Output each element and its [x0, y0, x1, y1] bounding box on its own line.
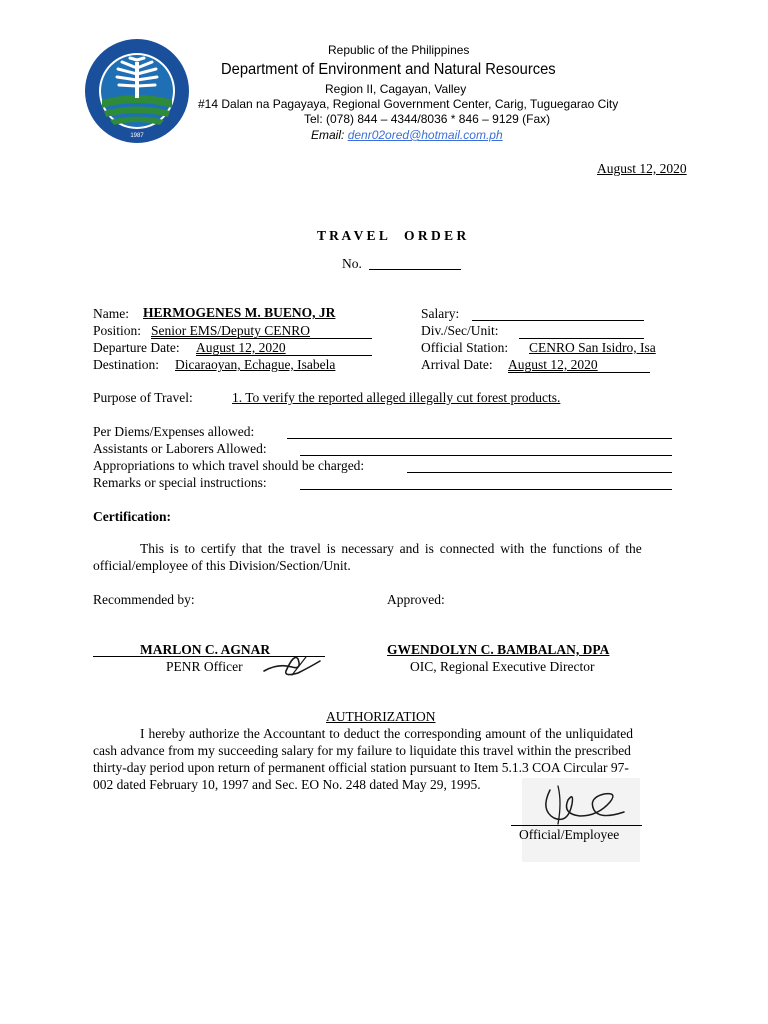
department-name: Department of Environment and Natural Resources	[221, 61, 556, 78]
appropriations-line	[407, 472, 672, 473]
division-line	[519, 338, 644, 339]
certification-line-2: official/employee of this Division/Section/Unit.	[93, 558, 351, 573]
arrival-label: Arrival Date:	[421, 357, 493, 372]
position-line	[151, 338, 372, 339]
denr-seal-logo	[84, 38, 190, 144]
departure-value: August 12, 2020	[196, 340, 286, 355]
name-value: HERMOGENES M. BUENO, JR	[143, 305, 336, 320]
document-title: T R A V E L O R D E R	[317, 228, 467, 243]
station-value: CENRO San Isidro, Isa	[529, 340, 656, 355]
authorization-line-1: I hereby authorize the Accountant to deduct the corresponding amount of the unliquidated	[140, 726, 634, 741]
authorization-heading: AUTHORIZATION	[326, 709, 436, 724]
division-label: Div./Sec/Unit:	[421, 323, 499, 338]
region-line: Region II, Cagayan, Valley	[325, 82, 467, 96]
departure-line	[196, 355, 372, 356]
certification-heading: Certification:	[93, 509, 171, 524]
station-label: Official Station:	[421, 340, 509, 355]
position-label: Position:	[93, 323, 142, 338]
purpose-value: 1. To verify the reported alleged illegally cut forest products.	[232, 390, 561, 405]
assistants-line	[300, 455, 672, 456]
arrival-line	[508, 372, 650, 373]
authorization-line-2: cash advance from my succeeding salary for my failure to liquidate this travel within the prescribed	[93, 743, 631, 758]
order-number-label: No.	[342, 256, 362, 271]
employee-signature	[528, 780, 638, 830]
position-value: Senior EMS/Deputy CENRO	[151, 323, 311, 338]
name-label: Name:	[93, 306, 129, 321]
recommender-signature	[258, 651, 326, 679]
document-date: August 12, 2020	[597, 161, 687, 176]
address-line: #14 Dalan na Pagayaya, Regional Government Center, Carig, Tuguegarao City	[198, 97, 619, 111]
seal-year: 1987	[130, 133, 144, 139]
per-diems-label: Per Diems/Expenses allowed:	[93, 424, 255, 439]
email-label: Email:	[311, 128, 345, 142]
certification-line-1: This is to certify that the travel is necessary and is connected with the functions of the	[140, 541, 642, 556]
appropriations-label: Appropriations to which travel should be charged:	[93, 458, 365, 473]
order-number-line	[369, 269, 461, 270]
employee-signature-line	[511, 825, 642, 826]
purpose-label: Purpose of Travel:	[93, 390, 193, 405]
per-diems-line	[287, 438, 672, 439]
approved-label: Approved:	[387, 592, 445, 607]
salary-label: Salary:	[421, 306, 460, 321]
destination-label: Destination:	[93, 357, 159, 372]
destination-value: Dicaraoyan, Echague, Isabela	[175, 357, 336, 372]
approver-title: OIC, Regional Executive Director	[410, 659, 595, 674]
authorization-line-4: 002 dated February 10, 1997 and Sec. EO No. 248 dated May 29, 1995.	[93, 777, 481, 792]
approver-name: GWENDOLYN C. BAMBALAN, DPA	[387, 642, 610, 657]
arrival-value: August 12, 2020	[508, 357, 598, 372]
recommended-label: Recommended by:	[93, 592, 195, 607]
authorization-line-3: thirty-day period upon return of permanent official station pursuant to Item 5.1.3 COA Circular 97-	[93, 760, 629, 775]
employee-label: Official/Employee	[519, 827, 620, 842]
tel-line: Tel: (078) 844 – 4344/8036 * 846 – 9129 (Fax)	[304, 112, 551, 126]
email-line	[311, 128, 503, 142]
recommender-name: MARLON C. AGNAR	[140, 642, 271, 657]
recommender-title: PENR Officer	[166, 659, 243, 674]
remarks-label: Remarks or special instructions:	[93, 475, 267, 490]
salary-line	[472, 320, 644, 321]
republic-line: Republic of the Philippines	[328, 43, 470, 57]
remarks-line	[300, 489, 672, 490]
departure-label: Departure Date:	[93, 340, 180, 355]
email-link[interactable]: denr02ored@hotmail.com.ph	[347, 128, 503, 142]
assistants-label: Assistants or Laborers Allowed:	[93, 441, 267, 456]
